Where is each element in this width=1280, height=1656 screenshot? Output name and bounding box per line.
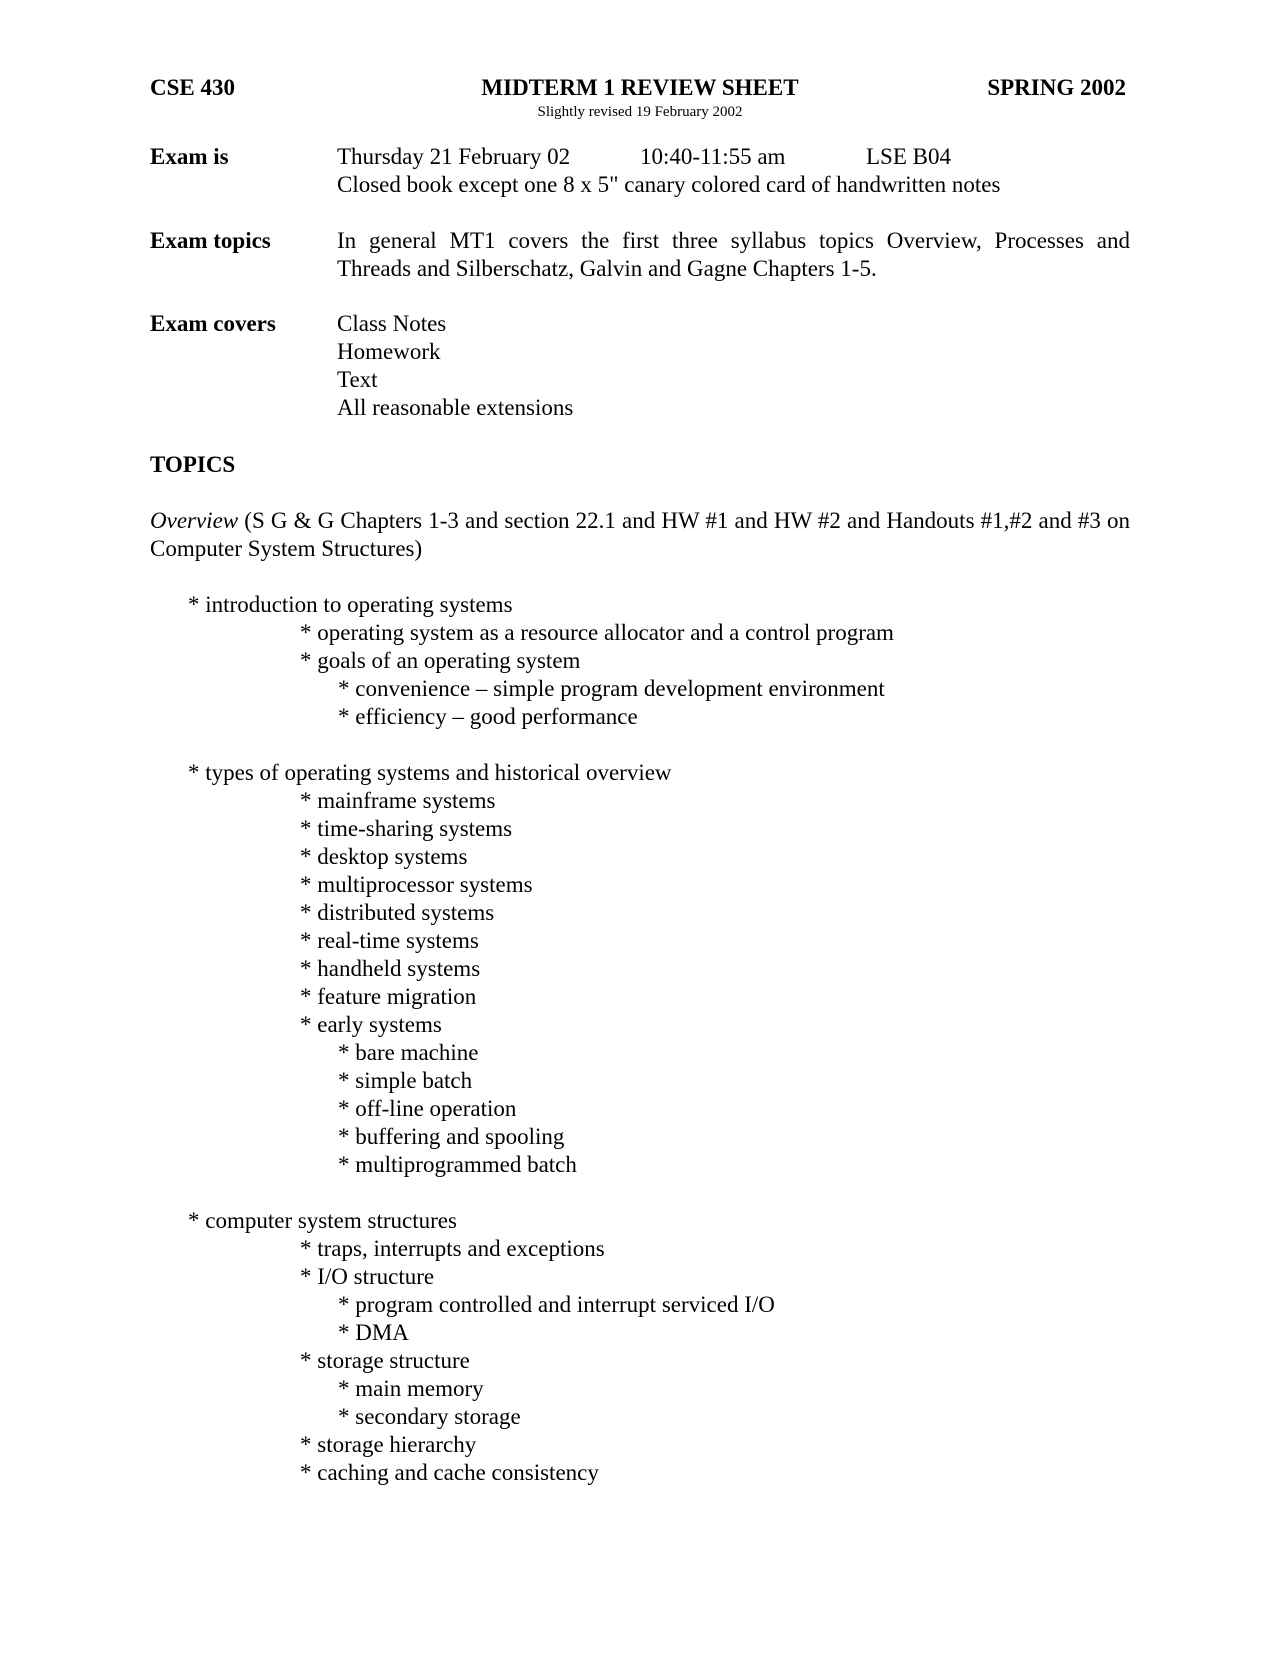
exam-date: Thursday 21 February 02: [337, 144, 571, 169]
outline-item: * traps, interrupts and exceptions: [300, 1236, 605, 1261]
outline-item: * feature migration: [300, 984, 477, 1009]
exam-topics-text: In general MT1 covers the first three syllabus topics Overview, Processes and Threads and Silberschatz, Galvin and Gagne Chapters 1-5.: [337, 228, 1130, 281]
overview-paragraph: [150, 507, 1130, 563]
outline-item: * operating system as a resource allocator and a control program: [300, 620, 894, 645]
outline-item: * efficiency – good performance: [338, 704, 638, 729]
outline-item: * simple batch: [338, 1068, 473, 1093]
exam-covers-label: Exam covers: [150, 311, 276, 336]
outline-item: * main memory: [338, 1376, 484, 1401]
outline-item: * I/O structure: [300, 1264, 435, 1289]
outline-item: * goals of an operating system: [300, 648, 581, 673]
outline-item: * introduction to operating systems: [188, 592, 513, 617]
outline-item: * desktop systems: [300, 844, 468, 869]
outline-item: * handheld systems: [300, 956, 481, 981]
outline-item: * buffering and spooling: [338, 1124, 565, 1149]
outline-item: * real-time systems: [300, 928, 479, 953]
outline-item: * computer system structures: [188, 1208, 457, 1233]
course-code: CSE 430: [150, 75, 235, 100]
outline-item: * bare machine: [338, 1040, 479, 1065]
outline-item: * storage hierarchy: [300, 1432, 477, 1457]
outline-item: * multiprogrammed batch: [338, 1152, 577, 1177]
covers-item: Homework: [337, 339, 441, 364]
exam-time: 10:40-11:55 am: [640, 144, 786, 169]
exam-topics-label: Exam topics: [150, 228, 271, 253]
exam-rules: Closed book except one 8 x 5" canary colored card of handwritten notes: [337, 172, 1001, 197]
document-title: MIDTERM 1 REVIEW SHEET: [481, 75, 799, 100]
outline-item: * caching and cache consistency: [300, 1460, 599, 1485]
revision-note: Slightly revised 19 February 2002: [537, 104, 743, 120]
covers-item: Class Notes: [337, 311, 447, 336]
outline-item: * multiprocessor systems: [300, 872, 533, 897]
outline-item: * early systems: [300, 1012, 442, 1037]
term: SPRING 2002: [987, 75, 1126, 100]
outline-item: * mainframe systems: [300, 788, 496, 813]
outline-item: * time-sharing systems: [300, 816, 513, 841]
topics-heading: TOPICS: [150, 452, 236, 477]
covers-item: All reasonable extensions: [337, 395, 574, 420]
outline-item: * storage structure: [300, 1348, 470, 1373]
outline-item: * off-line operation: [338, 1096, 517, 1121]
outline-item: * program controlled and interrupt serviced I/O: [338, 1292, 775, 1317]
outline-item: * distributed systems: [300, 900, 495, 925]
outline-item: * convenience – simple program development environment: [338, 676, 885, 701]
exam-is-label: Exam is: [150, 144, 229, 169]
covers-item: Text: [337, 367, 378, 392]
outline-item: * secondary storage: [338, 1404, 521, 1429]
exam-room: LSE B04: [866, 144, 951, 169]
outline-item: * DMA: [338, 1320, 409, 1345]
overview-title: Overview: [150, 508, 239, 533]
outline-item: * types of operating systems and historical overview: [188, 760, 672, 785]
overview-description: (S G & G Chapters 1-3 and section 22.1 and HW #1 and HW #2 and Handouts #1,#2 and #3 on Computer System Structures): [150, 508, 1131, 561]
